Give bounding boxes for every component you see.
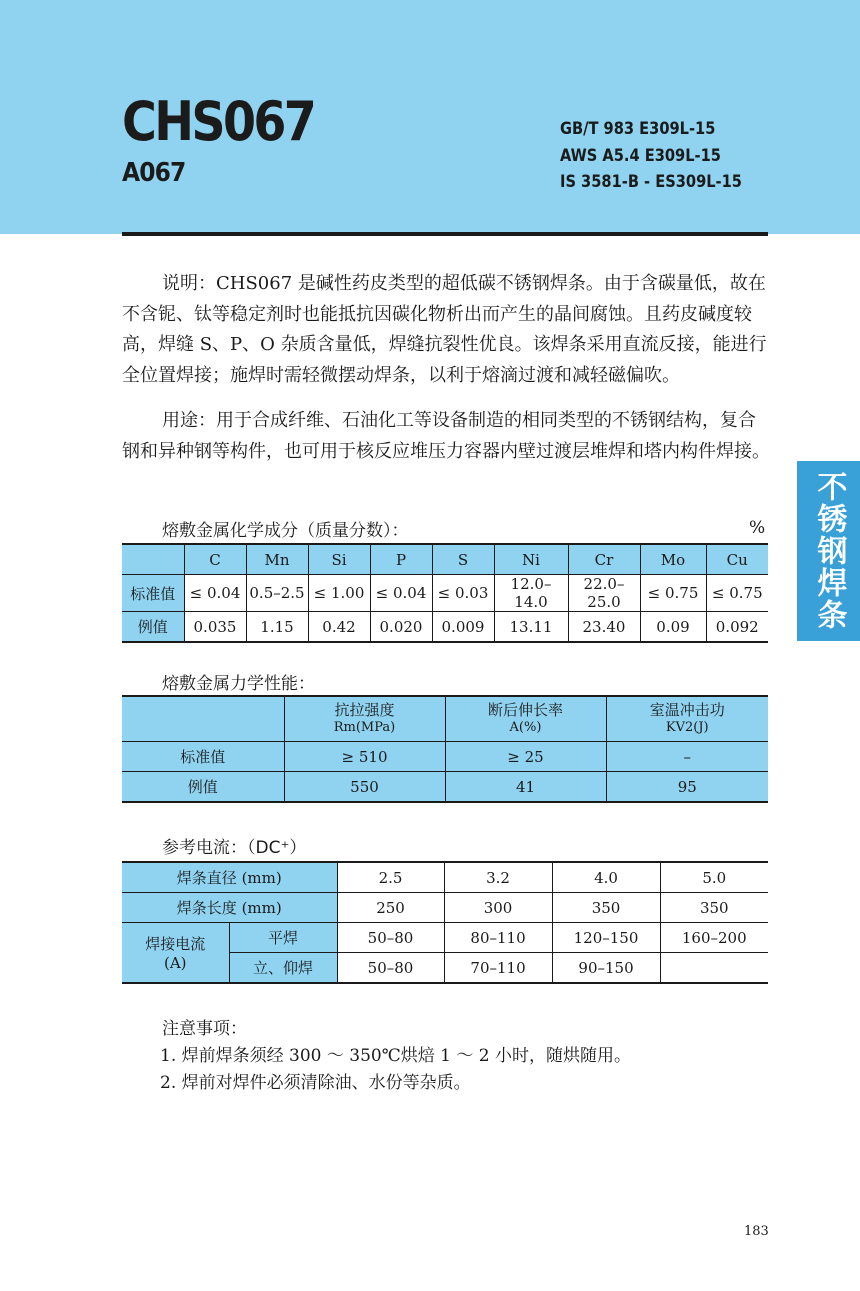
chem-unit: % xyxy=(749,518,766,538)
header-unit: Rm(MPa) xyxy=(333,720,396,735)
header-name: 抗拉强度 xyxy=(334,701,395,719)
table-cell: ≥ 510 xyxy=(284,742,445,772)
table-cell: ≥ 25 xyxy=(445,742,606,772)
table-cell: 0.092 xyxy=(706,612,768,643)
table-cell: 350 xyxy=(552,893,660,923)
table-header-cell: S xyxy=(432,544,494,575)
table-header-cell: Si xyxy=(308,544,370,575)
table-header-cell xyxy=(606,696,768,742)
standard-gb: GB/T 983 E309L-15 xyxy=(560,119,716,139)
table-row xyxy=(122,923,768,953)
table-header-cell: Mo xyxy=(640,544,706,575)
category-label: 不锈钢焊条 xyxy=(811,471,847,631)
usage-text: 用于合成纤维、石油化工等设备制造的相同类型的不锈钢结构，复合钢和异种钢等构件，也可用于核反应堆压力容器内壁过渡层堆焊和塔内构件焊接。 xyxy=(122,410,770,462)
table-cell: – xyxy=(606,742,768,772)
table-cell: 0.09 xyxy=(640,612,706,643)
usage-paragraph xyxy=(122,406,770,467)
table-header-cell xyxy=(445,696,606,742)
chem-composition-table xyxy=(122,543,768,643)
table-cell: 3.2 xyxy=(444,862,552,893)
standards-list xyxy=(560,116,742,196)
header-name: 室温冲击功 xyxy=(649,701,725,719)
table-header-cell: Mn xyxy=(246,544,308,575)
header-name: 断后伸长率 xyxy=(487,701,563,719)
table-row xyxy=(122,862,768,893)
table-header-cell: C xyxy=(184,544,246,575)
table-header-cell: Cu xyxy=(706,544,768,575)
table-cell: 41 xyxy=(445,772,606,803)
header-band xyxy=(0,0,860,234)
product-model: CHS067 xyxy=(122,90,315,153)
row-label: 标准值 xyxy=(122,575,184,612)
usage-label: 用途： xyxy=(162,410,216,431)
row-label: 例值 xyxy=(122,772,284,803)
description-text: CHS067 是碱性药皮类型的超低碳不锈钢焊条。由于含碳量低，故在不含铌、钛等稳定剂时也能抵抗因碳化物析出而产生的晶间腐蚀。且药皮碱度较高，焊缝 S、P、O 杂质含量低，焊缝抗裂性优良。该焊条采用直流反接，能进行全位置焊接；施焊时需轻微摆动焊条，以利于熔滴过渡和减轻磁偏吹。 xyxy=(122,273,767,386)
table-cell: 120–150 xyxy=(552,923,660,953)
table-cell: 70–110 xyxy=(444,953,552,984)
table-header-cell xyxy=(122,544,184,575)
description-label: 说明： xyxy=(162,273,216,294)
table-cell: 0.009 xyxy=(432,612,494,643)
mech-section-title: 熔敷金属力学性能： xyxy=(162,674,315,694)
table-header-row xyxy=(122,696,768,742)
table-cell: 550 xyxy=(284,772,445,803)
row-label: 例值 xyxy=(122,612,184,643)
table-cell: 90–150 xyxy=(552,953,660,984)
row-label: 焊条直径 (mm) xyxy=(122,862,337,893)
table-cell: ≤ 0.04 xyxy=(370,575,432,612)
table-cell: 0.42 xyxy=(308,612,370,643)
row-label: 焊条长度 (mm) xyxy=(122,893,337,923)
table-cell: ≤ 0.75 xyxy=(640,575,706,612)
table-cell xyxy=(660,953,768,984)
row-label: 立、仰焊 xyxy=(229,953,337,984)
reference-current-table xyxy=(122,861,768,984)
table-cell: 12.0–14.0 xyxy=(494,575,568,612)
table-cell: 1.15 xyxy=(246,612,308,643)
table-header-row xyxy=(122,544,768,575)
table-cell: ≤ 1.00 xyxy=(308,575,370,612)
table-cell: 0.035 xyxy=(184,612,246,643)
standard-is: IS 3581-B - ES309L-15 xyxy=(560,172,742,192)
table-cell: 22.0–25.0 xyxy=(568,575,640,612)
row-label: 平焊 xyxy=(229,923,337,953)
table-header-cell xyxy=(122,696,284,742)
notes-section xyxy=(162,1016,631,1097)
table-header-cell: P xyxy=(370,544,432,575)
table-cell: 95 xyxy=(606,772,768,803)
table-cell: ≤ 0.03 xyxy=(432,575,494,612)
table-row xyxy=(122,612,768,643)
row-label: 标准值 xyxy=(122,742,284,772)
table-cell: 13.11 xyxy=(494,612,568,643)
current-section-title: 参考电流：（DC⁺） xyxy=(162,838,307,858)
current-label: 焊接电流 xyxy=(145,935,206,953)
table-cell: ≤ 0.04 xyxy=(184,575,246,612)
current-unit: (A) xyxy=(163,954,187,972)
table-cell: 5.0 xyxy=(660,862,768,893)
table-cell: 0.020 xyxy=(370,612,432,643)
table-row xyxy=(122,772,768,803)
mechanical-properties-table xyxy=(122,695,768,803)
header-unit: KV2(J) xyxy=(665,720,709,735)
table-cell: 50–80 xyxy=(337,953,444,984)
table-header-cell: Ni xyxy=(494,544,568,575)
table-cell: 250 xyxy=(337,893,444,923)
table-cell: 4.0 xyxy=(552,862,660,893)
table-cell: 50–80 xyxy=(337,923,444,953)
chem-section-title: 熔敷金属化学成分（质量分数）： xyxy=(162,521,409,541)
note-item: 1. 焊前焊条须经 300 ～ 350℃烘焙 1 ～ 2 小时，随烘随用。 xyxy=(160,1046,631,1066)
table-cell: 2.5 xyxy=(337,862,444,893)
header-rule xyxy=(122,232,768,236)
standard-aws: AWS A5.4 E309L-15 xyxy=(560,145,721,166)
table-row xyxy=(122,575,768,612)
table-cell: 300 xyxy=(444,893,552,923)
table-row xyxy=(122,742,768,772)
description-paragraph xyxy=(122,269,770,391)
table-cell: ≤ 0.75 xyxy=(706,575,768,612)
page-number: 183 xyxy=(744,1224,769,1239)
table-cell: 350 xyxy=(660,893,768,923)
table-cell: 80–110 xyxy=(444,923,552,953)
table-cell: 23.40 xyxy=(568,612,640,643)
table-header-cell: Cr xyxy=(568,544,640,575)
table-row xyxy=(122,893,768,923)
note-item: 2. 焊前对焊件必须清除油、水份等杂质。 xyxy=(160,1073,471,1093)
product-submodel: A067 xyxy=(122,158,186,188)
table-header-cell xyxy=(284,696,445,742)
notes-title: 注意事项： xyxy=(162,1019,247,1039)
category-side-tab xyxy=(797,461,860,641)
header-unit: A(%) xyxy=(509,720,542,735)
table-cell: 160–200 xyxy=(660,923,768,953)
row-group-label xyxy=(122,923,229,984)
table-cell: 0.5–2.5 xyxy=(246,575,308,612)
